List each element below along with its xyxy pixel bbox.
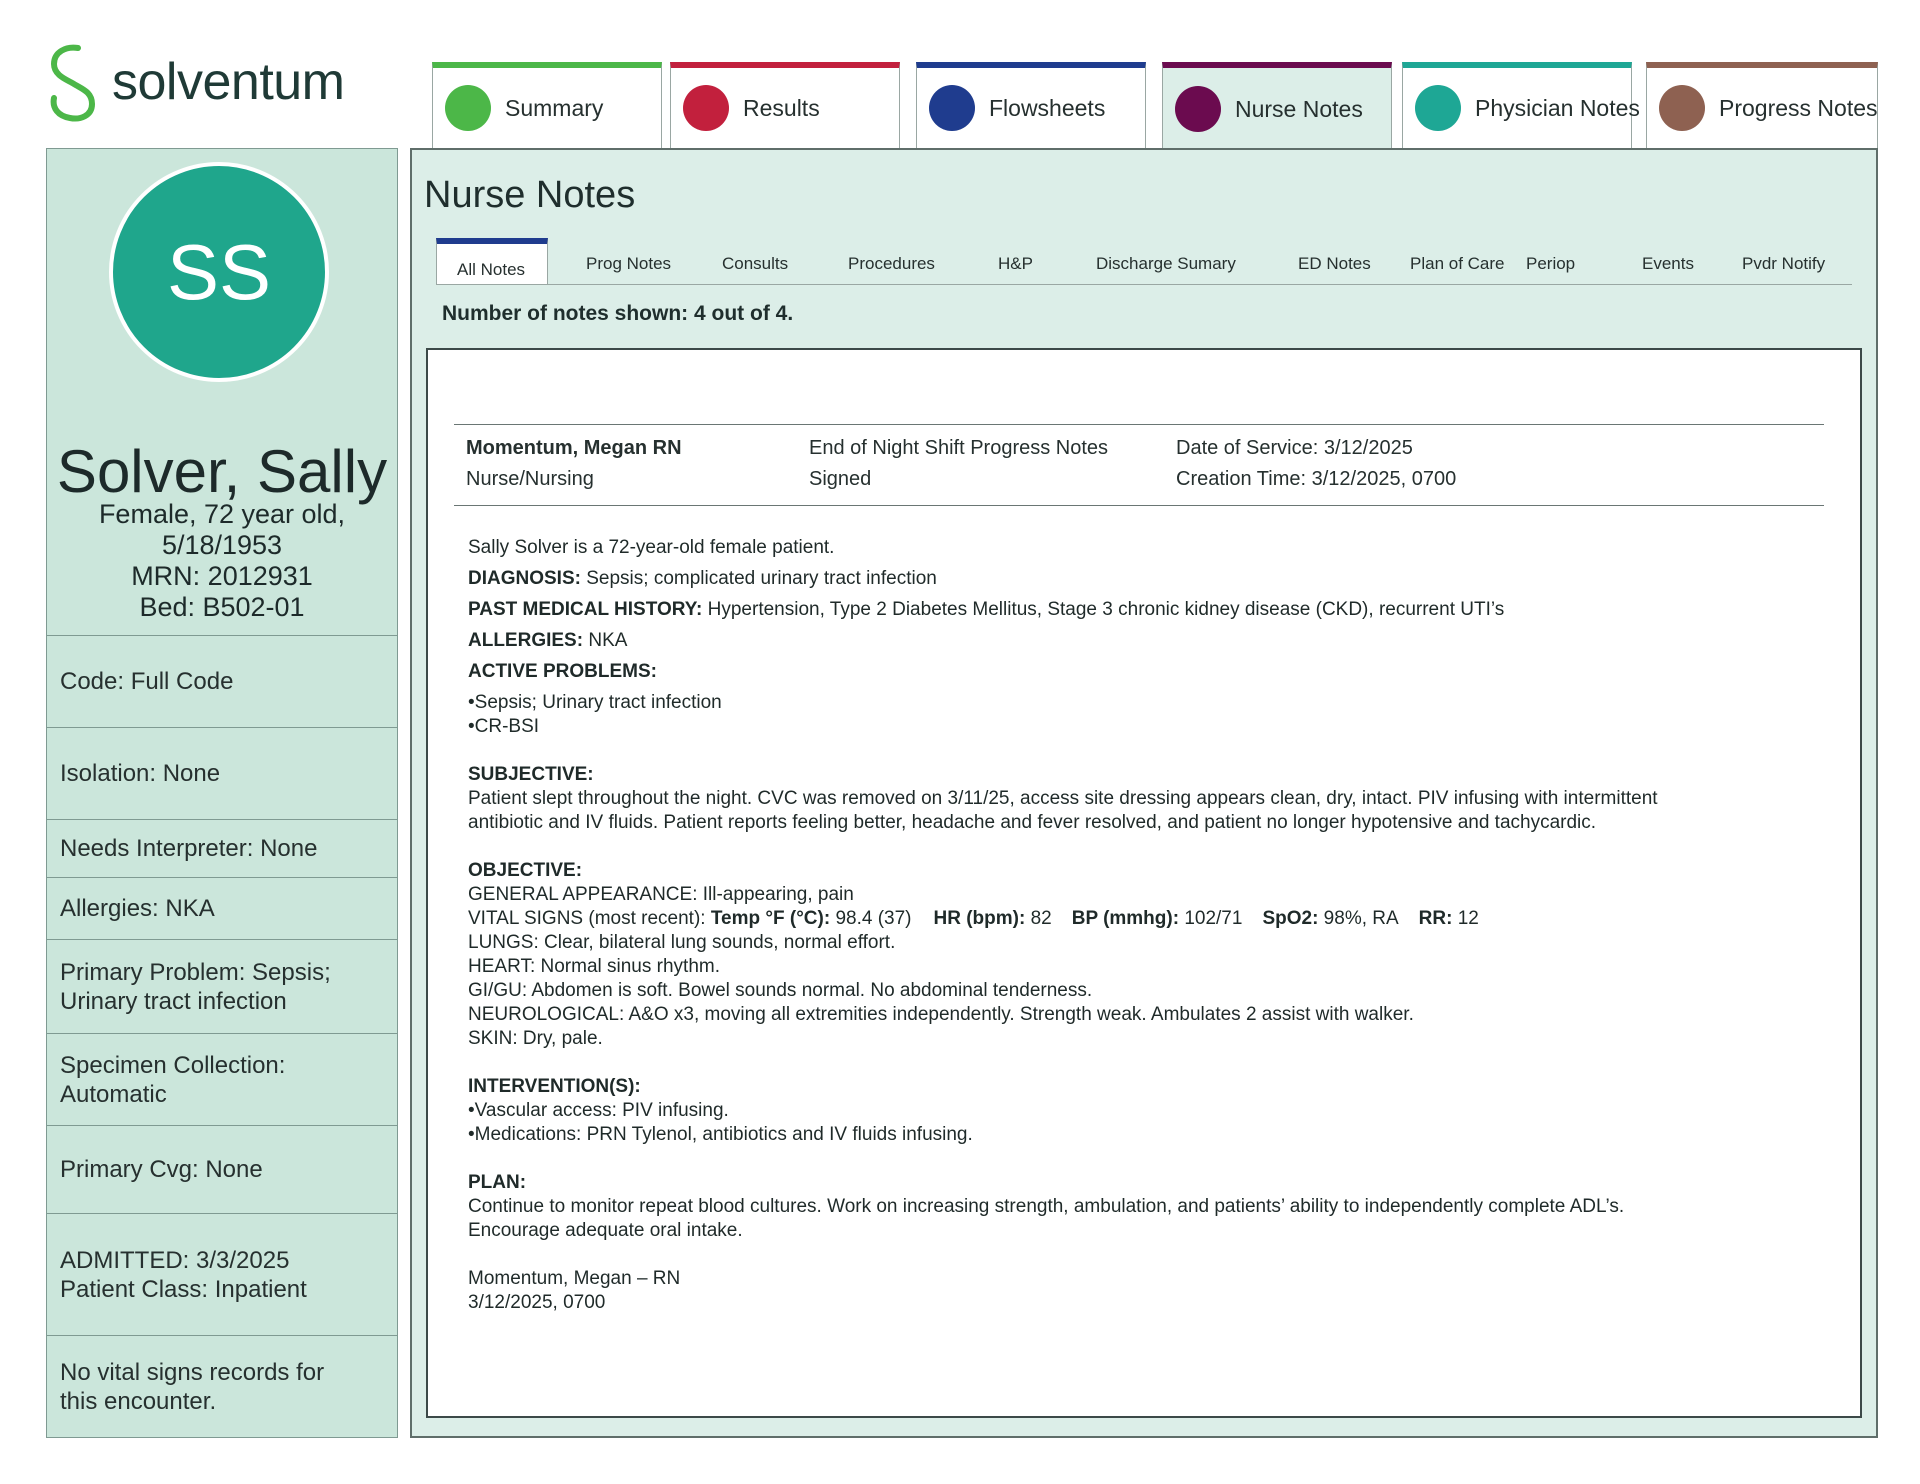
interventions-label: INTERVENTION(S): — [468, 1076, 641, 1097]
heart-finding: HEART: Normal sinus rhythm. — [468, 956, 720, 977]
isolation-text: Isolation: None — [60, 760, 221, 787]
primary-coverage — [47, 1125, 397, 1213]
bp-value: 102/71 — [1179, 908, 1243, 929]
brand-name: solventum — [112, 53, 345, 111]
signature-name: Momentum, Megan – RN — [468, 1268, 681, 1289]
brand-logo — [44, 42, 345, 122]
note-author: Momentum, Megan RN — [466, 437, 682, 459]
patient-dob: 5/18/1953 — [161, 530, 283, 560]
tab-progress-notes[interactable] — [1646, 62, 1878, 148]
hr-label: HR (bpm): — [933, 908, 1026, 929]
subjective-label: SUBJECTIVE: — [468, 764, 594, 785]
patient-mrn: MRN: 2012931 — [131, 561, 313, 591]
note-diagnosis — [468, 567, 1808, 591]
primary-problem-line1: Primary Problem: Sepsis; — [60, 958, 331, 986]
subtab-all-notes[interactable]: All Notes — [436, 238, 548, 284]
note-creation-time: Creation Time: 3/12/2025, 0700 — [1176, 468, 1457, 490]
tab-summary[interactable] — [432, 62, 662, 148]
specimen-collection — [47, 1033, 397, 1125]
tab-flowsheets[interactable] — [916, 62, 1146, 148]
spo2-value: 98%, RA — [1318, 908, 1399, 929]
flowsheets-dot-icon — [929, 85, 975, 131]
rr-label: RR: — [1418, 908, 1453, 929]
subtab-procedures[interactable]: Procedures — [848, 254, 935, 273]
note-title: End of Night Shift Progress Notes — [809, 437, 1109, 459]
allergies-value: NKA — [583, 630, 628, 651]
tab-label: Results — [743, 94, 820, 121]
physician-notes-dot-icon — [1415, 85, 1461, 131]
main-panel — [410, 148, 1878, 1438]
skin-finding: SKIN: Dry, pale. — [468, 1028, 603, 1049]
plan-line: Encourage adequate oral intake. — [468, 1220, 743, 1241]
admitted-date: ADMITTED: 3/3/2025 — [60, 1246, 290, 1274]
subtab-h-and-p[interactable]: H&P — [998, 254, 1033, 273]
tab-nurse-notes[interactable] — [1162, 62, 1392, 150]
bp-label: BP (mmhg): — [1071, 908, 1180, 929]
note-pmh — [468, 598, 1808, 622]
allergies-status — [47, 877, 397, 939]
allergies-label: ALLERGIES: — [468, 630, 584, 651]
subjective-line: Patient slept throughout the night. CVC was removed on 3/11/25, access site dressing appears clean, dry, intact. PIV infusing with intermittent — [468, 788, 1658, 809]
specimen-line1: Specimen Collection: — [60, 1051, 286, 1079]
tab-label: Physician Notes — [1475, 94, 1640, 121]
vital-signs-line1: No vital signs records for — [60, 1358, 325, 1386]
tab-label: Progress Notes — [1719, 94, 1878, 121]
primary-problem-line2: Urinary tract infection — [60, 987, 287, 1015]
subtab-consults[interactable]: Consults — [722, 254, 789, 273]
temp-label: Temp °F (°C): — [710, 908, 831, 929]
temp-value: 98.4 (37) — [830, 908, 912, 929]
progress-notes-dot-icon — [1659, 85, 1705, 131]
active-problem-item: •CR-BSI — [468, 716, 540, 737]
specimen-line2: Automatic — [60, 1080, 167, 1108]
note-author-role: Nurse/Nursing — [466, 468, 594, 490]
tab-label: Nurse Notes — [1235, 95, 1363, 122]
patient-name: Solver, Sally — [56, 438, 388, 505]
tab-label: Flowsheets — [989, 94, 1106, 121]
diagnosis-label: DIAGNOSIS: — [468, 568, 581, 589]
subtab-prog-notes[interactable]: Prog Notes — [586, 254, 672, 273]
subjective-line: antibiotic and IV fluids. Patient reports feeling better, headache and fever resolved, and patient no longer hypotensive and tachycardic. — [468, 812, 1597, 833]
subtab-pvdr-notify[interactable]: Pvdr Notify — [1742, 254, 1826, 273]
patient-bed: Bed: B502-01 — [139, 592, 305, 622]
intervention-item: •Vascular access: PIV infusing. — [468, 1100, 729, 1121]
active-problems-label: ACTIVE PROBLEMS: — [468, 661, 657, 682]
notes-count: Number of notes shown: 4 out of 4. — [442, 302, 794, 325]
summary-dot-icon — [445, 85, 491, 131]
subtab-plan-of-care[interactable]: Plan of Care — [1410, 254, 1505, 273]
nurse-notes-dot-icon — [1175, 86, 1221, 132]
note-allergies — [468, 629, 1808, 653]
neuro-finding: NEUROLOGICAL: A&O x3, moving all extremities independently. Strength weak. Ambulates 2 assist with walker. — [468, 1004, 1414, 1025]
solventum-logo-icon — [44, 42, 100, 122]
subtab-ed-notes[interactable]: ED Notes — [1298, 254, 1371, 273]
pmh-label: PAST MEDICAL HISTORY: — [468, 599, 703, 620]
subtab-discharge-summary[interactable]: Discharge Sumary — [1096, 254, 1236, 273]
intervention-item: •Medications: PRN Tylenol, antibiotics and IV fluids infusing. — [468, 1124, 973, 1145]
vital-signs — [468, 907, 1808, 931]
diagnosis-text: Sepsis; complicated urinary tract infection — [580, 568, 937, 589]
note-date-of-service: Date of Service: 3/12/2025 — [1176, 437, 1413, 459]
avatar — [109, 162, 329, 382]
allergies-text: Allergies: NKA — [60, 895, 215, 922]
note-card[interactable] — [426, 348, 1862, 1418]
subtab-events[interactable]: Events — [1642, 254, 1694, 273]
note-header — [454, 424, 1824, 506]
signature-date: 3/12/2025, 0700 — [468, 1292, 606, 1313]
lungs-finding: LUNGS: Clear, bilateral lung sounds, normal effort. — [468, 932, 896, 953]
code-status — [47, 635, 397, 727]
interpreter-status — [47, 819, 397, 877]
gigu-finding: GI/GU: Abdomen is soft. Bowel sounds normal. No abdominal tenderness. — [468, 980, 1093, 1001]
vital-signs-notice — [47, 1335, 397, 1437]
vital-signs-line2: this encounter. — [60, 1387, 217, 1415]
code-status-text: Code: Full Code — [60, 668, 234, 695]
spo2-label: SpO2: — [1262, 908, 1319, 929]
patient-sex-age: Female, 72 year old, — [98, 499, 346, 529]
avatar-initials: SS — [166, 227, 272, 316]
page-title: Nurse Notes — [424, 174, 636, 216]
patient-demographics — [47, 499, 397, 623]
interpreter-text: Needs Interpreter: None — [60, 835, 318, 862]
patient-class: Patient Class: Inpatient — [60, 1275, 307, 1303]
tab-label: Summary — [505, 94, 604, 121]
pmh-text: Hypertension, Type 2 Diabetes Mellitus, Stage 3 chronic kidney disease (CKD), recurrent UTI’s — [702, 599, 1505, 620]
plan-label: PLAN: — [468, 1172, 527, 1193]
note-body — [468, 536, 1808, 1315]
note-intro: Sally Solver is a 72-year-old female patient. — [468, 537, 835, 558]
notes-filter-tabs — [436, 238, 1852, 285]
tab-physician-notes[interactable] — [1402, 62, 1640, 148]
objective-label: OBJECTIVE: — [468, 860, 583, 881]
general-appearance: GENERAL APPEARANCE: Ill-appearing, pain — [468, 884, 854, 905]
patient-sidebar — [46, 148, 398, 1438]
active-problem-item: •Sepsis; Urinary tract infection — [468, 692, 722, 713]
primary-coverage-text: Primary Cvg: None — [60, 1156, 263, 1183]
hr-value: 82 — [1025, 908, 1052, 929]
tab-results[interactable] — [670, 62, 900, 148]
admission-info — [47, 1213, 397, 1335]
rr-value: 12 — [1452, 908, 1479, 929]
vitals-prefix: VITAL SIGNS (most recent): — [468, 908, 711, 929]
isolation-status — [47, 727, 397, 819]
note-status: Signed — [809, 468, 872, 490]
primary-problem — [47, 939, 397, 1033]
results-dot-icon — [683, 85, 729, 131]
plan-line: Continue to monitor repeat blood cultures. Work on increasing strength, ambulation, and patients’ ability to independently complete ADL’s. — [468, 1196, 1625, 1217]
subtab-periop[interactable]: Periop — [1526, 254, 1576, 273]
